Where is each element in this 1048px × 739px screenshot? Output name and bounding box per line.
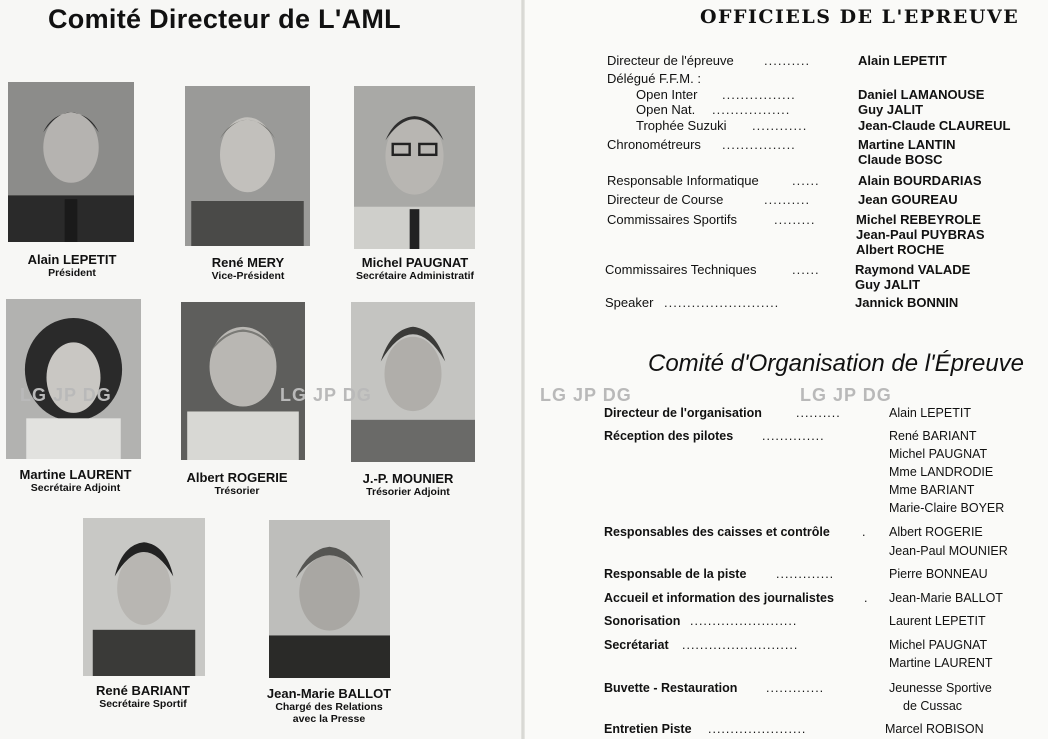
photo-rene-mery xyxy=(185,86,310,246)
member-role: Secrétaire Adjoint xyxy=(30,482,121,494)
photo-alain-lepetit xyxy=(8,82,134,242)
watermark: LG JP DG xyxy=(280,385,372,405)
member-role: Président xyxy=(48,267,96,279)
photo-albert-rogerie xyxy=(181,302,305,460)
photo-jp-mounier xyxy=(351,302,475,462)
member-name: Michel PAUGNAT xyxy=(361,255,469,270)
member-name: Albert ROGERIE xyxy=(186,470,288,485)
member-name: J.-P. MOUNIER xyxy=(362,471,454,486)
member-role: Vice-Président xyxy=(211,270,285,282)
comite-organisation-title: Comité d'Organisation de l'Épreuve xyxy=(648,350,1025,377)
member-name: Martine LAURENT xyxy=(19,467,132,482)
photo-michel-paugnat xyxy=(354,86,475,249)
officiels-title: OFFICIELS DE L'EPREUVE xyxy=(700,6,1020,28)
member-role: Chargé des Relations xyxy=(275,701,383,713)
member-name: Alain LEPETIT xyxy=(27,252,117,267)
member-name: Jean-Marie BALLOT xyxy=(266,686,392,701)
photo-rene-bariant xyxy=(83,518,205,676)
photo-martine-laurent xyxy=(6,299,141,459)
aml-committee-title: Comité Directeur de L'AML xyxy=(48,4,401,34)
watermark: LG JP DG xyxy=(800,385,892,405)
member-role: Trésorier Adjoint xyxy=(366,486,450,498)
member-role: Secrétaire Administratif xyxy=(355,270,475,282)
watermark: LG JP DG xyxy=(20,385,112,405)
member-name: René MERY xyxy=(211,255,285,270)
member-name: René BARIANT xyxy=(96,683,190,698)
member-role: Secrétaire Sportif xyxy=(99,698,187,710)
watermark: LG JP DG xyxy=(540,385,632,405)
page-fold xyxy=(521,0,525,739)
photo-jean-marie-ballot xyxy=(269,520,390,678)
member-role-line2: avec la Presse xyxy=(292,713,366,725)
member-role: Trésorier xyxy=(214,485,260,497)
